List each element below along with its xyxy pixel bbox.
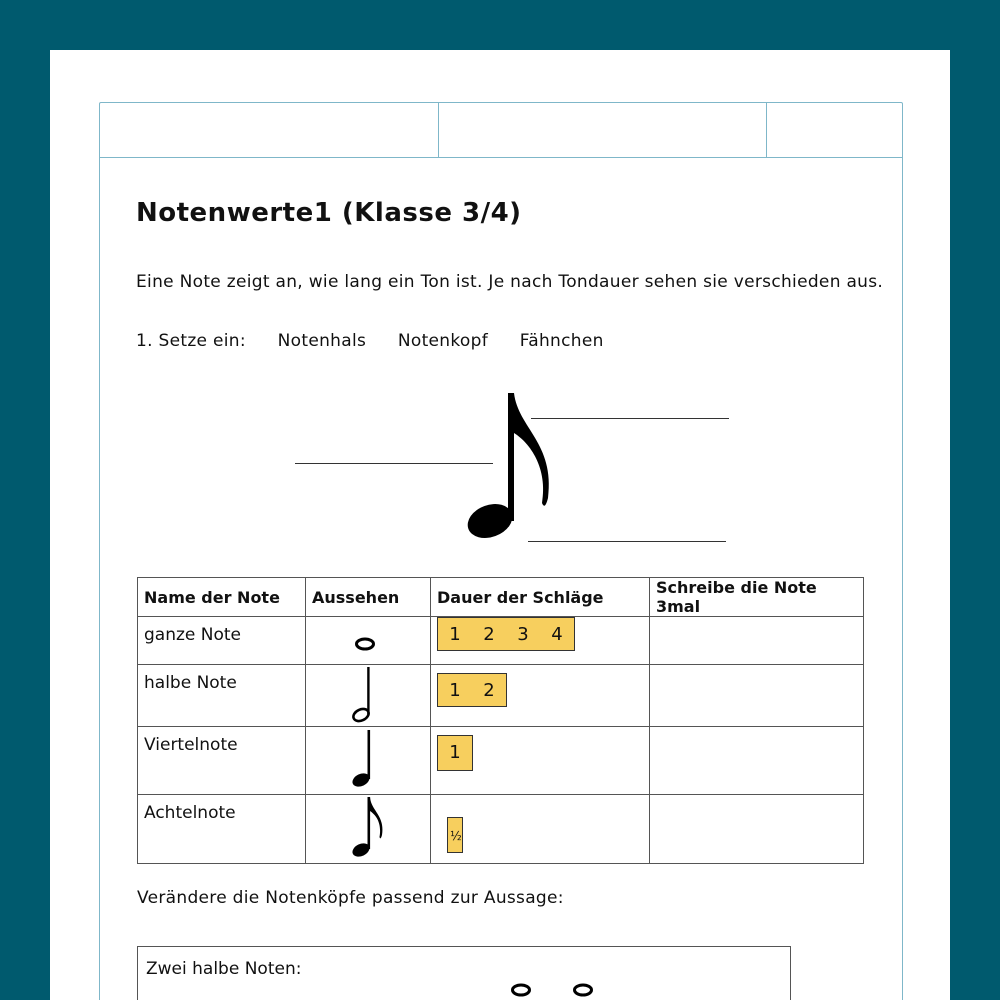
beat-number: 2 <box>483 680 495 701</box>
beat-number: 1 <box>449 680 461 701</box>
header-divider <box>766 103 767 157</box>
beat-number: 1 <box>449 624 461 645</box>
worksheet-title: Notenwerte1 (Klasse 3/4) <box>136 198 522 228</box>
note-name: Achtelnote <box>138 795 306 864</box>
col-header-name: Name der Note <box>138 578 306 617</box>
wavy-border-frame <box>99 102 903 1000</box>
header-name-field[interactable] <box>100 103 438 157</box>
write-note-field[interactable] <box>650 795 864 864</box>
note-beats-cell <box>431 665 650 727</box>
table-row <box>138 795 864 864</box>
eighth-note-diagram-icon <box>460 388 570 548</box>
header-strip <box>100 103 902 158</box>
note-name: halbe Note <box>138 665 306 727</box>
note-look-cell <box>306 617 431 665</box>
note-beats-cell <box>431 617 650 665</box>
note-values-table <box>137 577 864 864</box>
note-flag <box>514 393 549 506</box>
beat-box <box>437 673 507 707</box>
whole-note-icon <box>354 637 376 651</box>
word-notenkopf: Notenkopf <box>397 331 488 351</box>
header-date-field[interactable] <box>768 103 902 157</box>
note-name: Viertelnote <box>138 727 306 795</box>
table-row <box>138 727 864 795</box>
intro-text: Eine Note zeigt an, wie lang ein Ton ist. Je nach Tondauer sehen sie verschieden aus. <box>136 272 884 292</box>
note-beats-cell <box>431 795 650 864</box>
beat-number: 4 <box>551 624 563 645</box>
header-divider <box>438 103 439 157</box>
beat-number: 2 <box>483 624 495 645</box>
beat-number: 3 <box>517 624 529 645</box>
write-note-field[interactable] <box>650 727 864 795</box>
write-note-field[interactable] <box>650 665 864 727</box>
beat-number: 1 <box>449 742 461 763</box>
task-1 <box>136 331 604 351</box>
beat-number: ½ <box>450 829 462 843</box>
col-header-look: Aussehen <box>306 578 431 617</box>
table-header-row <box>138 578 864 617</box>
task-2-label: Zwei halbe Noten: <box>146 959 302 979</box>
quarter-note-icon <box>351 729 375 789</box>
eighth-note-icon <box>351 795 391 859</box>
word-notenhals: Notenhals <box>277 331 367 351</box>
header-class-field[interactable] <box>440 103 765 157</box>
instruction-text: Verändere die Notenköpfe passend zur Aussage: <box>137 888 564 908</box>
table-row <box>138 617 864 665</box>
task-2-box <box>137 946 791 1000</box>
col-header-write: Schreibe die Note 3mal <box>650 578 864 617</box>
whole-note-icon[interactable] <box>510 983 532 997</box>
word-faehnchen: Fähnchen <box>519 331 604 351</box>
beat-box <box>447 817 463 853</box>
note-name: ganze Note <box>138 617 306 665</box>
note-look-cell <box>306 795 431 864</box>
note-look-cell <box>306 727 431 795</box>
beat-box <box>437 735 473 771</box>
half-note-icon <box>351 666 375 724</box>
note-beats-cell <box>431 727 650 795</box>
write-note-field[interactable] <box>650 617 864 665</box>
note-look-cell <box>306 665 431 727</box>
note-stem <box>508 393 514 521</box>
worksheet-page <box>50 50 950 1000</box>
whole-note-icon[interactable] <box>572 983 594 997</box>
beat-box <box>437 617 575 651</box>
table-row <box>138 665 864 727</box>
task-1-label: 1. Setze ein: <box>136 331 246 351</box>
col-header-duration: Dauer der Schläge <box>431 578 650 617</box>
